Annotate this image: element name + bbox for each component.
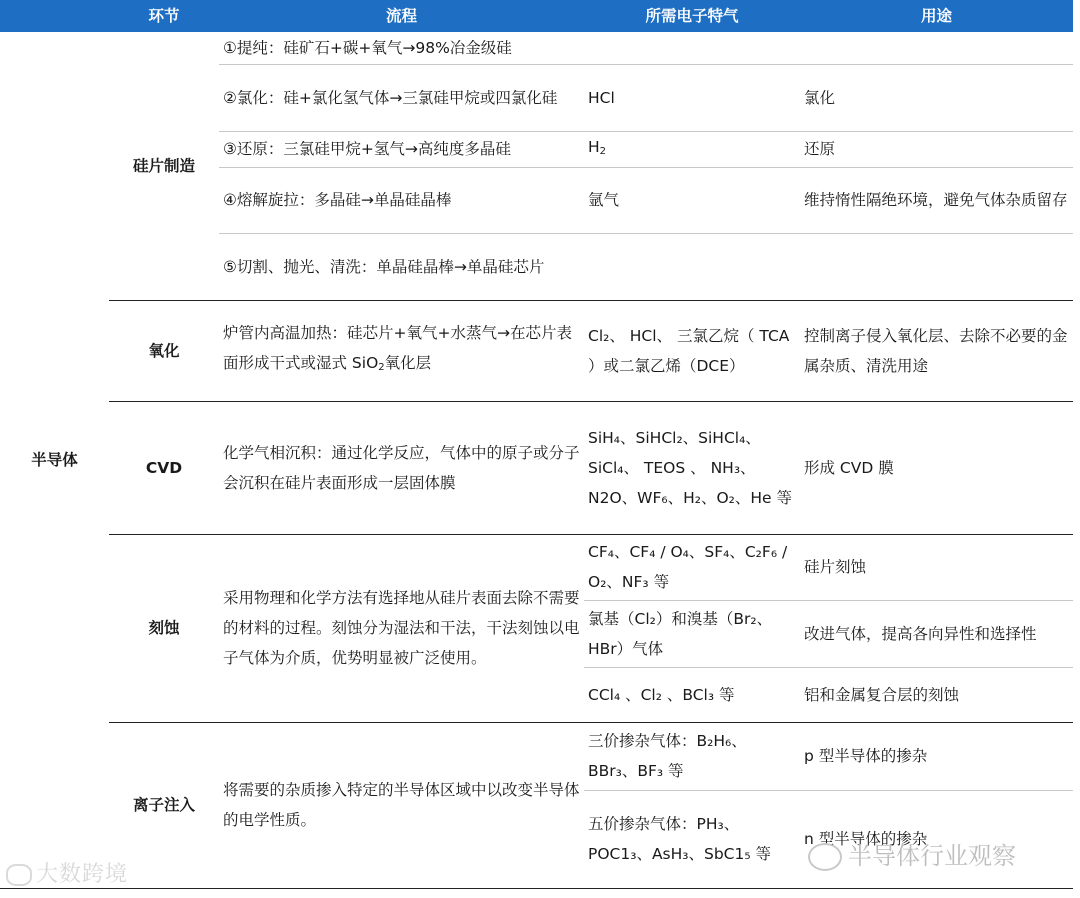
etch-use-1: 硅片刻蚀: [800, 534, 1073, 600]
table-row: [0, 534, 1073, 600]
table-header: [0, 0, 1073, 32]
oxidation-use: 控制离子侵入氧化层、去除不必要的金属杂质、清洗用途: [800, 300, 1073, 401]
watermark-left: [6, 857, 128, 888]
wafer-use-2: 氯化: [800, 64, 1073, 131]
etch-gas-3: CCl₄ 、Cl₂ 、BCl₃ 等: [584, 667, 800, 722]
header-empty: [0, 0, 109, 32]
wafer-gas-5: [584, 233, 800, 300]
step-implant: 离子注入: [132, 796, 195, 815]
etch-use-2: 改进气体，提高各向异性和选择性: [800, 600, 1073, 667]
wafer-gas-1: [584, 32, 800, 64]
step-etch: 刻蚀: [109, 534, 219, 722]
wafer-process-2: ②氯化：硅+氯化氢气体→三氯硅甲烷或四氯化硅: [219, 64, 584, 131]
cvd-gas: SiH₄、SiHCl₂、SiHCl₄、SiCl₄、 TEOS 、 NH₃、N2O、WF₆、H₂、O₂、He 等: [584, 401, 800, 534]
watermark-left-text: 大数跨境: [36, 862, 129, 887]
wafer-use-1: [800, 32, 1073, 64]
cvd-use: 形成 CVD 膜: [800, 401, 1073, 534]
oxidation-process: [219, 300, 584, 401]
wafer-use-3: 还原: [800, 131, 1073, 167]
table-row: [0, 32, 1073, 64]
wafer-process-5: ⑤切割、抛光、清洗：单晶硅晶棒→单晶硅芯片: [219, 233, 584, 300]
bottom-rule: [0, 888, 1073, 889]
watermark-logo-icon: [6, 864, 32, 886]
wafer-gas-3: [584, 131, 800, 167]
wafer-process-4: ④熔解旋拉：多晶硅→单晶硅晶棒: [219, 167, 584, 233]
watermark-right-text: 半导体行业观察: [848, 842, 1016, 870]
oxidation-process-a: 炉管内高温加热：硅芯片+氧气+水蒸气→在芯片表面形成干式或湿式 SiO: [223, 324, 572, 372]
cvd-process: 化学气相沉积：通过化学反应，气体中的原子或分子会沉积在硅片表面形成一层固体膜: [219, 401, 584, 534]
header-stage: 环节: [148, 7, 180, 25]
wafer-process-3: ③还原：三氯硅甲烷+氢气→高纯度多晶硅: [219, 131, 584, 167]
table-row: [0, 300, 1073, 401]
wafer-process-1: ①提纯：硅矿石+碳+氧气→98%冶金级硅: [219, 32, 584, 64]
implant-use-1: p 型半导体的掺杂: [800, 722, 1073, 790]
wafer-gas-3-base: H: [588, 137, 600, 156]
implant-gas-1: 三价掺杂气体：B₂H₆、BBr₃、BF₃ 等: [584, 722, 800, 790]
step-oxidation: 氧化: [109, 300, 219, 401]
implant-use-2: n 型半导体的掺杂: [804, 830, 928, 849]
implant-process: 将需要的杂质掺入特定的半导体区域中以改变半导体的电学性质。: [223, 781, 580, 830]
stage-cell: 半导体: [31, 451, 78, 469]
wafer-use-5: [800, 233, 1073, 300]
step-cvd: CVD: [109, 401, 219, 534]
etch-gas-1: CF₄、CF₄ / O₄、SF₄、C₂F₆ / O₂、NF₃ 等: [584, 534, 800, 600]
wafer-use-4: 维持惰性隔绝环境，避免气体杂质留存: [800, 167, 1073, 233]
wafer-gas-4: 氩气: [584, 167, 800, 233]
etch-gas-2: 氯基（Cl₂）和溴基（Br₂、HBr）气体: [584, 600, 800, 667]
etch-use-3: 铝和金属复合层的刻蚀: [800, 667, 1073, 722]
step-wafer: 硅片制造: [109, 32, 219, 300]
header-use: 用途: [920, 7, 952, 25]
watermark-right: [808, 836, 1016, 871]
oxidation-gas: Cl₂、 HCl、 三氯乙烷（ TCA ）或二氯乙烯（DCE）: [584, 300, 800, 401]
wechat-icon: [808, 843, 842, 871]
table-row: [0, 401, 1073, 534]
implant-gas-2: 五价掺杂气体：PH₃、POC1₃、AsH₃、SbC1₅ 等: [588, 815, 771, 864]
header-process: 流程: [385, 7, 417, 25]
wafer-gas-2: HCl: [584, 64, 800, 131]
table-row: [0, 722, 1073, 790]
header-gas: 所需电子特气: [645, 7, 739, 25]
oxidation-process-sub: 2: [378, 362, 385, 373]
wafer-gas-3-sub: 2: [599, 145, 607, 157]
oxidation-process-b: 氧化层: [384, 354, 432, 372]
etch-process: 采用物理和化学方法有选择地从硅片表面去除不需要的材料的过程。刻蚀分为湿法和干法，干法刻蚀以电子气体为介质，优势明显被广泛使用。: [219, 534, 584, 722]
